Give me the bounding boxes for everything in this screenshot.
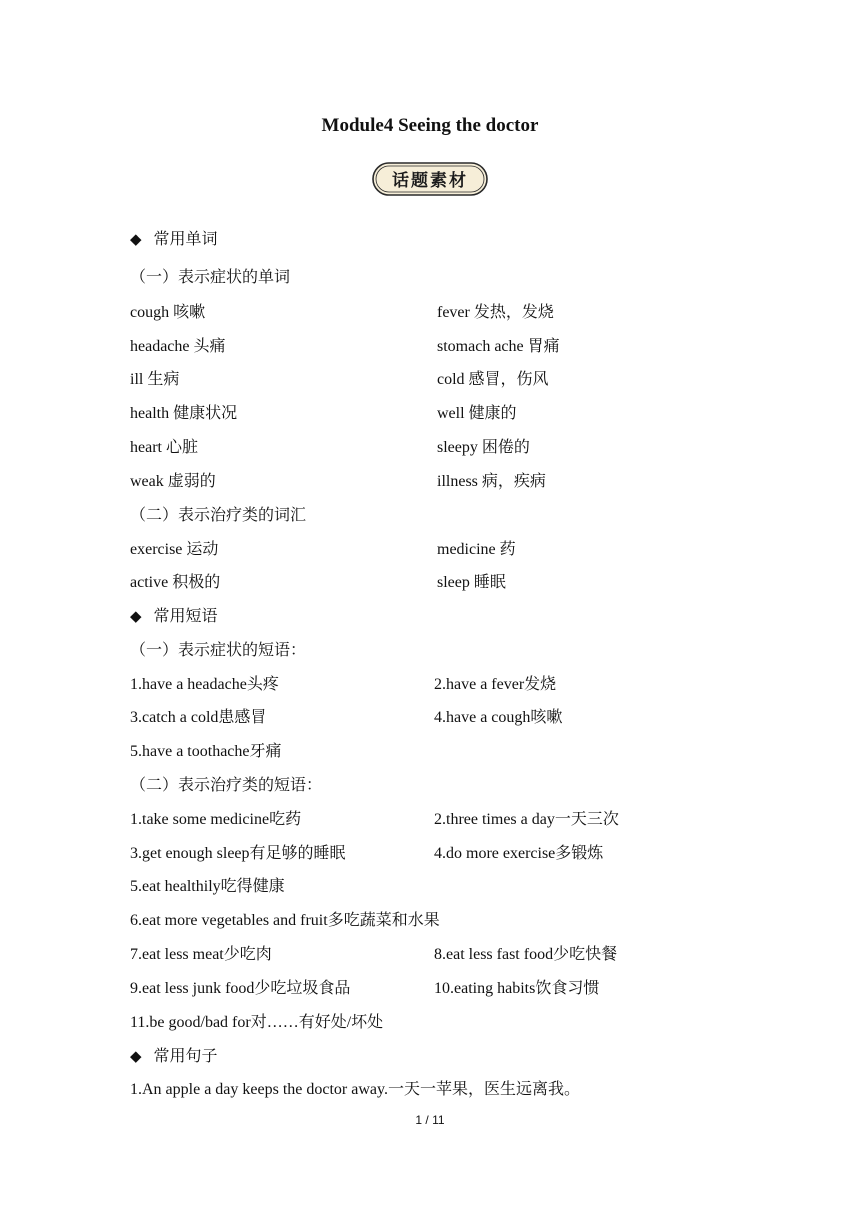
word-item: exercise 运动 (130, 541, 219, 558)
section-heading-words: ◆ 常用单词 (130, 230, 218, 248)
phrase-item: 1.take some medicine吃药 (130, 811, 302, 828)
section-heading-sentences: ◆ 常用句子 (130, 1047, 218, 1065)
subheading-treatment-phrases: （二）表示治疗类的短语： (130, 777, 323, 794)
page-title: Module4 Seeing the doctor (321, 115, 539, 136)
word-item: active 积极的 (130, 574, 221, 591)
topic-material-badge (372, 162, 488, 196)
word-item: illness 病，疾病 (437, 473, 546, 490)
word-item: health 健康状况 (130, 405, 238, 422)
diamond-bullet-icon: ◆ (130, 607, 142, 625)
word-item: stomach ache 胃痛 (437, 338, 560, 355)
phrase-item: 3.catch a cold患感冒 (130, 709, 267, 726)
word-item: sleepy 困倦的 (437, 439, 530, 456)
phrase-item: 11.be good/bad for对……有好处/坏处 (130, 1014, 384, 1031)
phrase-item: 9.eat less junk food少吃垃圾食品 (130, 980, 351, 997)
phrase-item: 4.do more exercise多锻炼 (434, 845, 604, 862)
word-item: heart 心脏 (130, 439, 198, 456)
phrase-item: 6.eat more vegetables and fruit多吃蔬菜和水果 (130, 912, 440, 929)
phrase-item: 2.three times a day一天三次 (434, 811, 619, 828)
word-item: ill 生病 (130, 371, 180, 388)
word-item: medicine 药 (437, 541, 516, 558)
word-item: weak 虚弱的 (130, 473, 216, 490)
phrase-item: 4.have a cough咳嗽 (434, 709, 563, 726)
word-item: headache 头痛 (130, 338, 226, 355)
section-heading-phrases: ◆ 常用短语 (130, 607, 218, 625)
phrase-item: 2.have a fever发烧 (434, 676, 557, 693)
phrase-item: 8.eat less fast food少吃快餐 (434, 946, 618, 963)
word-item: sleep 睡眠 (437, 574, 506, 591)
diamond-bullet-icon: ◆ (130, 1047, 142, 1065)
subheading-symptom-words: （一）表示症状的单词 (130, 269, 291, 286)
phrase-item: 5.have a toothache牙痛 (130, 743, 282, 760)
phrase-item: 5.eat healthily吃得健康 (130, 878, 285, 895)
word-item: cold 感冒，伤风 (437, 371, 549, 388)
word-item: well 健康的 (437, 405, 517, 422)
word-item: fever 发热，发烧 (437, 304, 554, 321)
sentence-item: 1.An apple a day keeps the doctor away.一天一苹果，医生远离我。 (130, 1081, 580, 1098)
badge-text: 话题素材 (392, 171, 468, 191)
diamond-bullet-icon: ◆ (130, 230, 142, 248)
phrase-item: 3.get enough sleep有足够的睡眠 (130, 845, 346, 862)
phrase-item: 7.eat less meat少吃肉 (130, 946, 272, 963)
phrase-item: 10.eating habits饮食习惯 (434, 980, 600, 997)
phrase-item: 1.have a headache头疼 (130, 676, 279, 693)
subheading-treatment-words: （二）表示治疗类的词汇 (130, 507, 307, 524)
word-item: cough 咳嗽 (130, 304, 206, 321)
subheading-symptom-phrases: （一）表示症状的短语： (130, 642, 307, 659)
page-indicator: 1 / 11 (415, 1113, 445, 1127)
